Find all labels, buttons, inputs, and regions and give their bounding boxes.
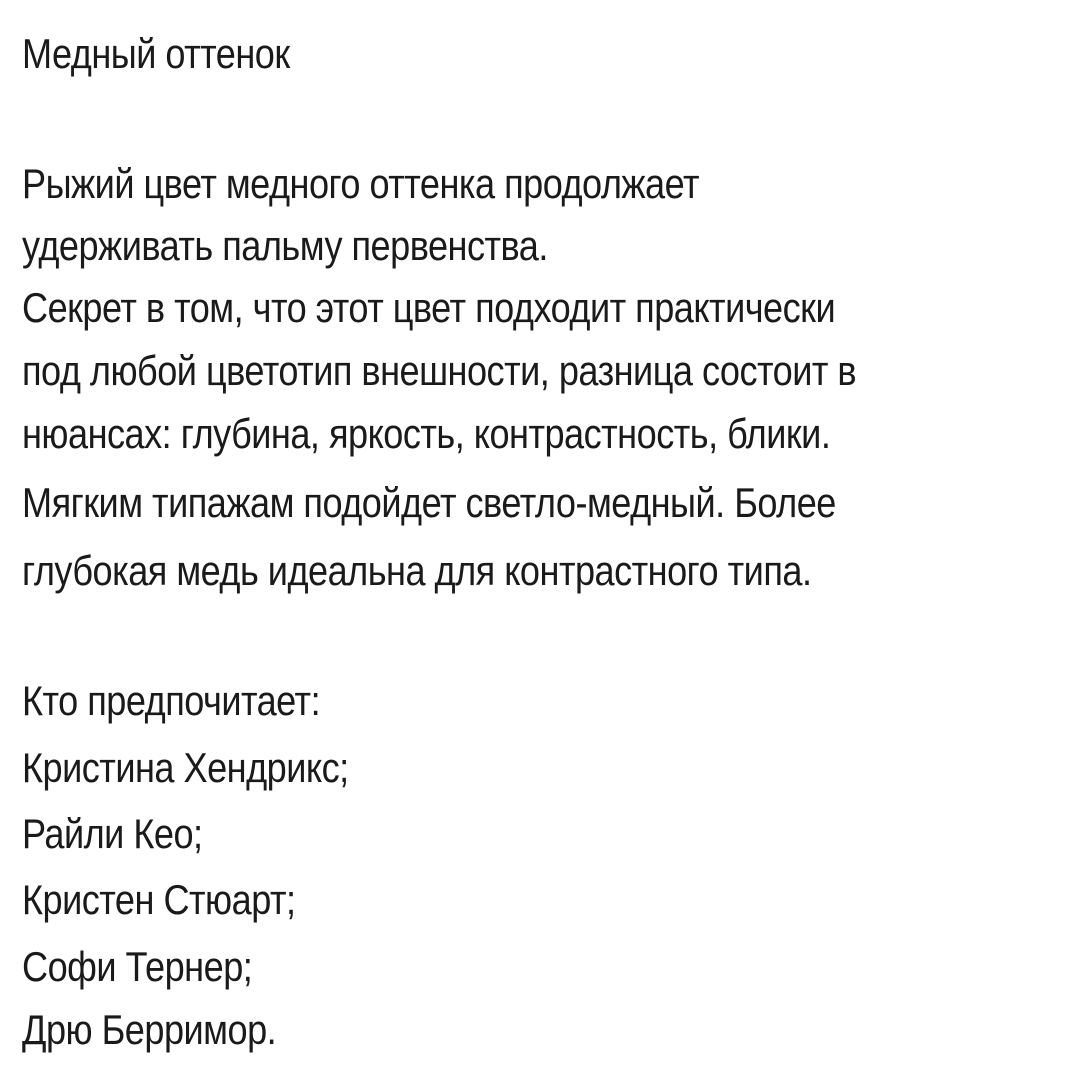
list-item: Софи Тернер; xyxy=(22,943,253,990)
paragraph-line: глубокая медь идеальна для контрастного типа. xyxy=(22,547,812,594)
list-item: Дрю Берримор. xyxy=(22,1006,277,1053)
paragraph-line: Секрет в том, что этот цвет подходит практически xyxy=(22,284,836,331)
list-item: Кристен Стюарт; xyxy=(22,876,296,923)
paragraph-line: удерживать пальму первенства. xyxy=(22,222,548,269)
paragraph-line: нюансах: глубина, яркость, контрастность, блики. xyxy=(22,410,831,457)
paragraph-line: Рыжий цвет медного оттенка продолжает xyxy=(22,160,699,207)
paragraph-line: Мягким типажам подойдет светло-медный. Более xyxy=(22,479,836,526)
list-item: Райли Кео; xyxy=(22,810,203,857)
paragraph-line: под любой цветотип внешности, разница состоит в xyxy=(22,347,857,394)
list-heading: Кто предпочитает: xyxy=(22,677,321,724)
list-item: Кристина Хендрикс; xyxy=(22,744,349,791)
document-title: Медный оттенок xyxy=(22,30,290,77)
